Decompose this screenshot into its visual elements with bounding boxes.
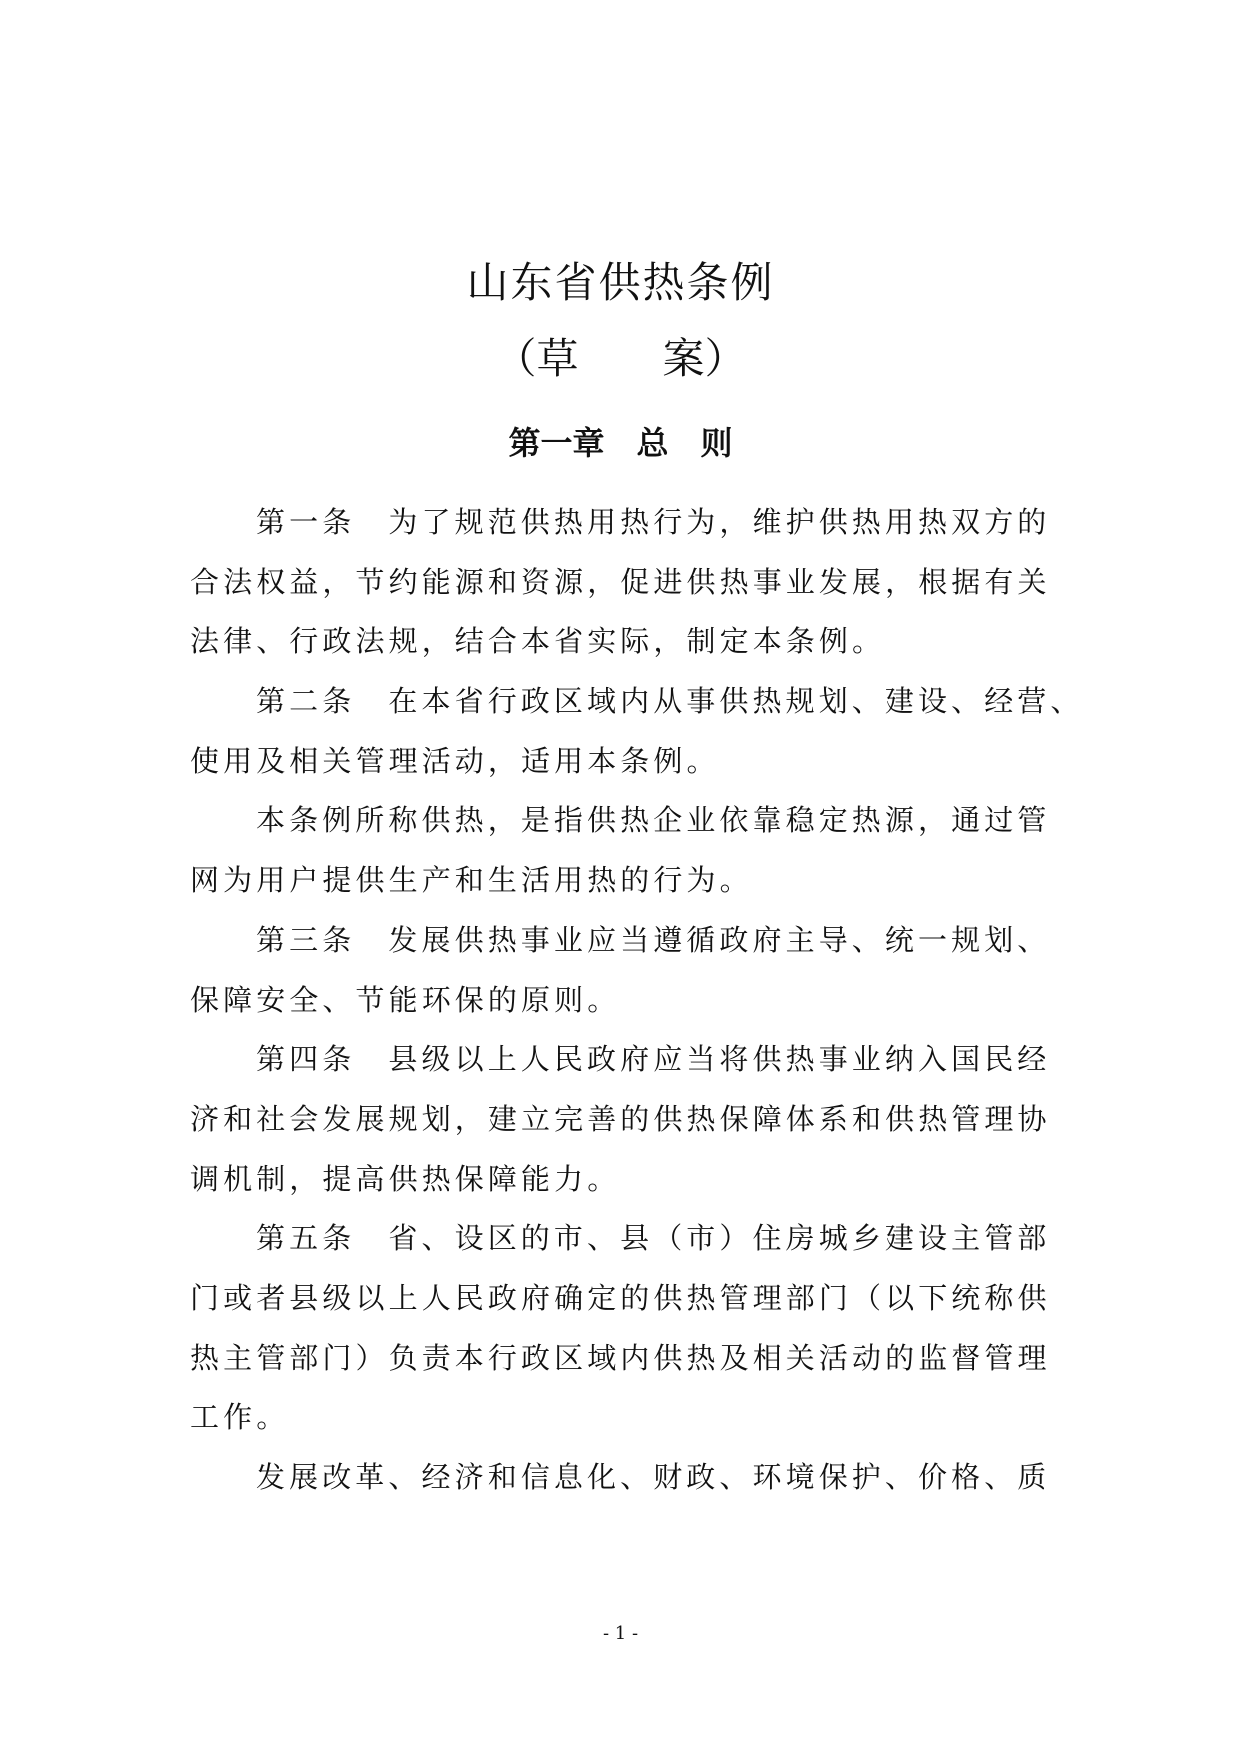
document-subtitle: （草 案）: [494, 334, 747, 383]
text-line: 使用及相关管理活动，适用本条例。: [190, 743, 720, 778]
text-line: 合法权益，节约能源和资源，促进供热事业发展，根据有关: [190, 564, 1051, 599]
text-line: 调机制，提高供热保障能力。: [190, 1161, 621, 1196]
text-line: 网为用户提供生产和生活用热的行为。: [190, 863, 753, 898]
text-line: 保障安全、节能环保的原则。: [190, 982, 621, 1017]
text-line: 第二条 在本省行政区域内从事供热规划、建设、经营、: [256, 684, 1084, 719]
text-line: 门或者县级以上人民政府确定的供热管理部门（以下统称供: [190, 1280, 1051, 1315]
text-line: 热主管部门）负责本行政区域内供热及相关活动的监督管理: [190, 1340, 1051, 1375]
body-text: [190, 493, 1084, 1508]
text-line: 本条例所称供热，是指供热企业依靠稳定热源，通过管: [256, 803, 1051, 838]
text-line: 第五条 省、设区的市、县（市）住房城乡建设主管部: [256, 1221, 1051, 1256]
text-line: 法律、行政法规，结合本省实际，制定本条例。: [190, 624, 886, 659]
text-line: 发展改革、经济和信息化、财政、环境保护、价格、质: [256, 1460, 1051, 1494]
text-line: 第三条 发展供热事业应当遵循政府主导、统一规划、: [256, 922, 1051, 957]
text-line: 工作。: [190, 1400, 290, 1435]
text-line: 第一条 为了规范供热用热行为，维护供热用热双方的: [256, 505, 1051, 539]
text-line: 济和社会发展规划，建立完善的供热保障体系和供热管理协: [190, 1101, 1051, 1136]
text-line: 第四条 县级以上人民政府应当将供热事业纳入国民经: [256, 1042, 1051, 1077]
chapter-heading: 第一章 总 则: [508, 424, 733, 462]
page-number: - 1 -: [602, 1623, 639, 1644]
document-title: 山东省供热条例: [466, 258, 775, 307]
